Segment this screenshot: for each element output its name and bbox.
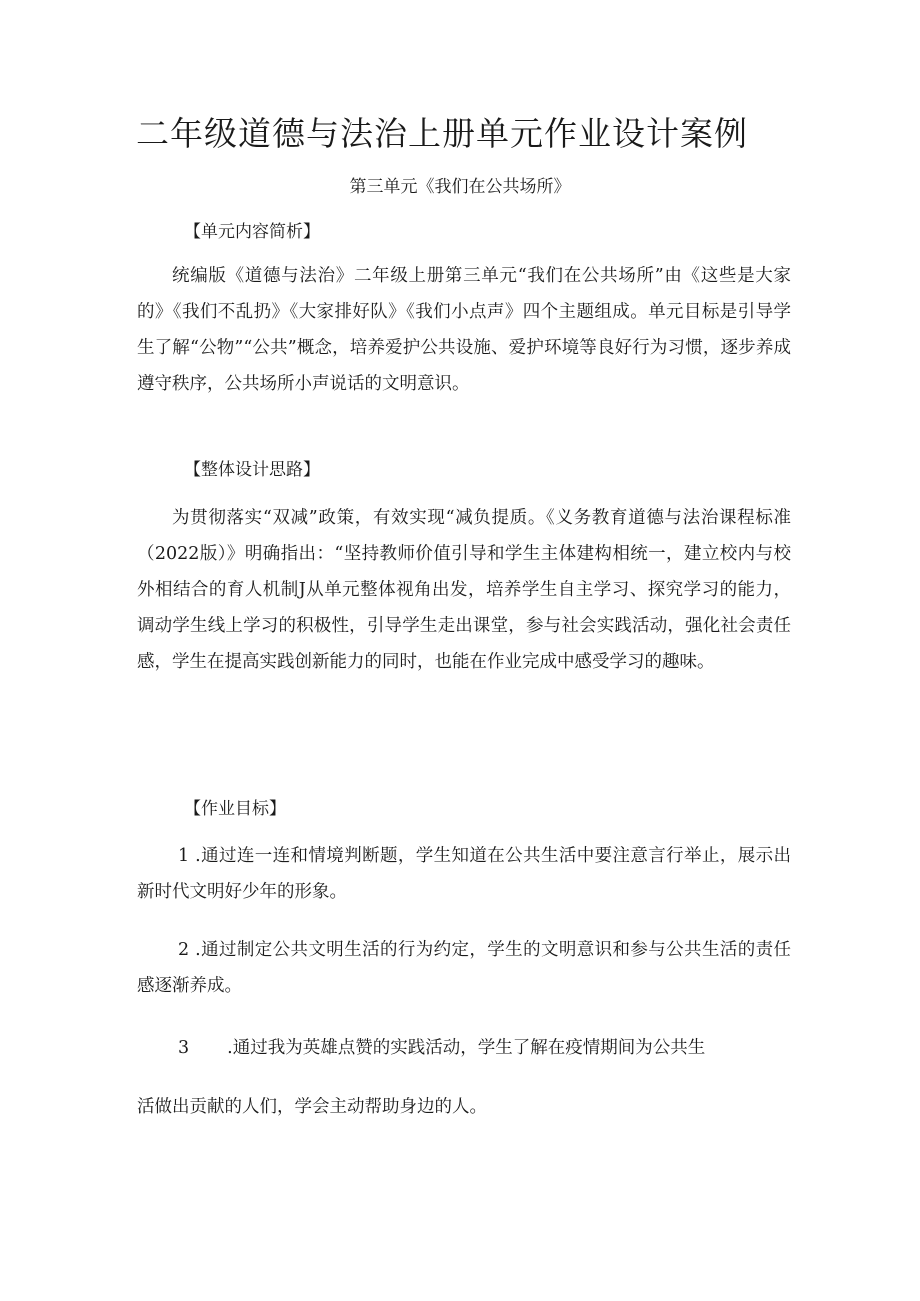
section-heading-unit-content: 【单元内容简析】 <box>184 222 320 242</box>
goal-text: .通过我为英雄点赞的实践活动，学生了解在疫情期间为公共生 <box>227 1038 706 1058</box>
section-heading-overall-design: 【整体设计思路】 <box>184 460 320 480</box>
goal-text: .通过连一连和情境判断题，学生知道在公共生活中要注意言行举止，展示出新时代文明好少年的形象。 <box>137 846 791 902</box>
goal-item-1 <box>137 838 791 910</box>
goal-number: 3 <box>178 1038 190 1058</box>
goal-text: .通过制定公共文明生活的行为约定，学生的文明意识和参与公共生活的责任感逐渐养成。 <box>137 940 791 996</box>
section-heading-homework-goals: 【作业目标】 <box>184 799 286 819</box>
goal-item-2 <box>137 932 791 1004</box>
document-title: 二年级道德与法治上册单元作业设计案例 <box>136 114 748 153</box>
paragraph-overall-design: 为贯彻落实“双减”政策，有效实现“减负提质。《义务教育道德与法治课程标准（2022版）》明确指出：“坚持教师价值引导和学生主体建构相统一，建立校内与校外相结合的育人机制J从单元整体视角出发，培养学生自主学习、探究学习的能力，调动学生线上学习的积极性，引导学生走出课堂，参与社会实践活动，强化社会责任感，学生在提高实践创新能力的同时，也能在作业完成中感受学习的趣味。 <box>137 508 791 672</box>
document-subtitle: 第三单元《我们在公共场所》 <box>349 177 571 197</box>
paragraph-unit-content: 统编版《道德与法治》二年级上册第三单元“我们在公共场所”由《这些是大家的》《我们不乱扔》《大家排好队》《我们小点声》四个主题组成。单元目标是引导学生了解“公物”“公共”概念，培养爱护公共设施、爱护环境等良好行为习惯，逐步养成遵守秩序，公共场所小声说话的文明意识。 <box>137 266 791 394</box>
goal-number: 1 <box>178 846 190 866</box>
goal-number: 2 <box>178 940 190 960</box>
goal-item-3 <box>137 1030 791 1066</box>
goal-item-3-continuation: 活做出贡献的人们，学会主动帮助身边的人。 <box>137 1097 487 1117</box>
